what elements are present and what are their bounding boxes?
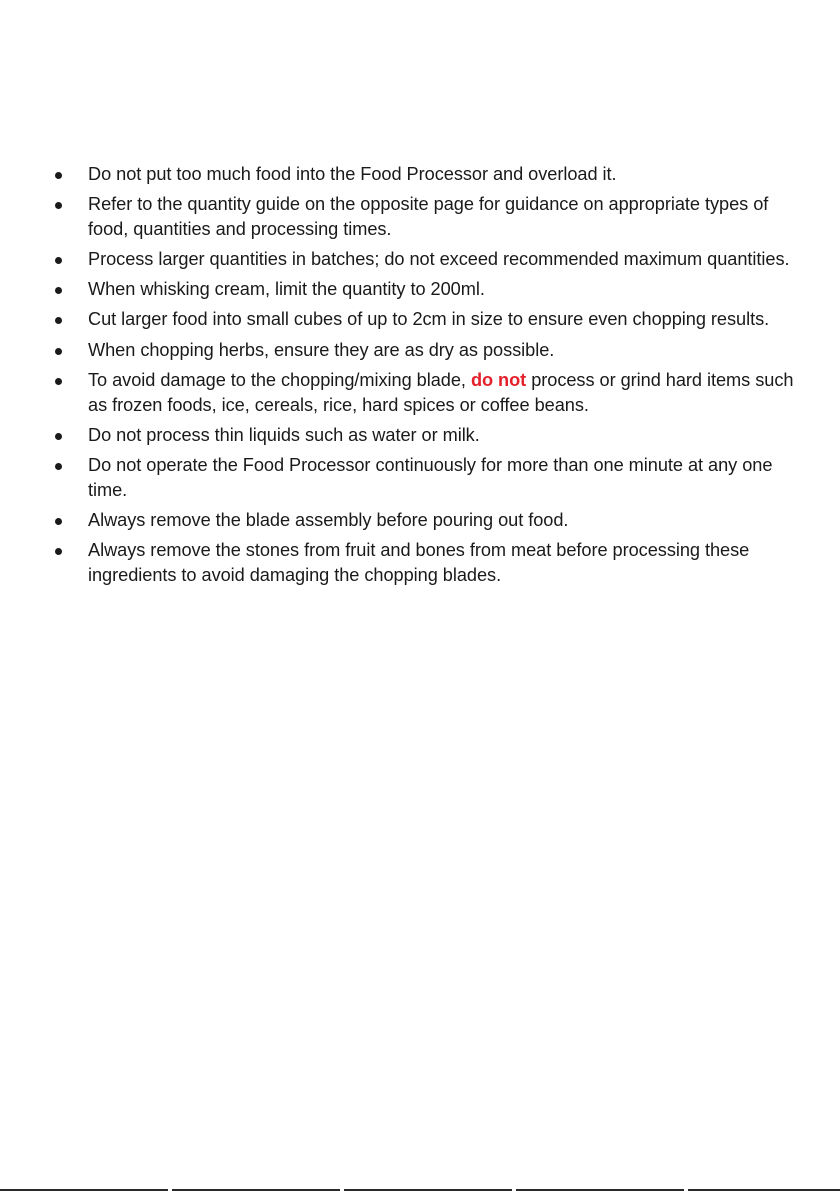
list-item [52, 277, 812, 302]
list-item-text: Do not operate the Food Processor continuously for more than one minute at any one time. [88, 455, 773, 500]
list-item-text: When whisking cream, limit the quantity to 200ml. [88, 279, 485, 299]
list-item-text: Do not put too much food into the Food Processor and overload it. [88, 164, 617, 184]
list-item [52, 508, 812, 533]
bullet-icon [55, 257, 62, 264]
rule-segment [172, 1189, 340, 1191]
bullet-icon [55, 518, 62, 525]
safety-instructions-list [52, 162, 812, 593]
list-item-text: Do not process thin liquids such as water or milk. [88, 425, 480, 445]
rule-segment [688, 1189, 840, 1191]
warning-emphasis: do not [470, 370, 527, 390]
list-item-text: Always remove the blade assembly before pouring out food. [88, 510, 569, 530]
list-item [52, 423, 812, 448]
list-item-text-before: To avoid damage to the chopping/mixing blade, [88, 370, 471, 390]
list-item-text-after: process or grind hard items such as frozen foods, ice, cereals, rice, hard spices or coffee beans. [88, 370, 794, 415]
list-item [52, 338, 812, 363]
bullet-icon [55, 287, 62, 294]
list-item [52, 538, 812, 588]
list-item [52, 192, 812, 242]
rule-segment [0, 1189, 168, 1191]
bullet-icon [55, 348, 62, 355]
rule-segment [344, 1189, 512, 1191]
bullet-icon [55, 172, 62, 179]
bullet-icon [55, 317, 62, 324]
list-item-text: Cut larger food into small cubes of up to 2cm in size to ensure even chopping results. [88, 309, 770, 329]
bullet-icon [55, 202, 62, 209]
list-item [52, 453, 812, 503]
bullet-icon [55, 433, 62, 440]
list-item [52, 307, 812, 332]
list-item [52, 162, 812, 187]
page-bottom-rule [0, 1189, 840, 1191]
list-item [52, 247, 812, 272]
list-item-text: Always remove the stones from fruit and bones from meat before processing these ingredients to avoid damaging the chopping blades. [88, 540, 750, 585]
list-item-text: Process larger quantities in batches; do not exceed recommended maximum quantities. [88, 249, 790, 269]
bullet-icon [55, 463, 62, 470]
bullet-icon [55, 548, 62, 555]
list-item-text: Refer to the quantity guide on the opposite page for guidance on appropriate types of food, quantities and processing times. [88, 194, 769, 239]
list-item-warning [52, 368, 812, 418]
rule-segment [516, 1189, 684, 1191]
bullet-icon [55, 378, 62, 385]
list-item-text: When chopping herbs, ensure they are as dry as possible. [88, 340, 555, 360]
